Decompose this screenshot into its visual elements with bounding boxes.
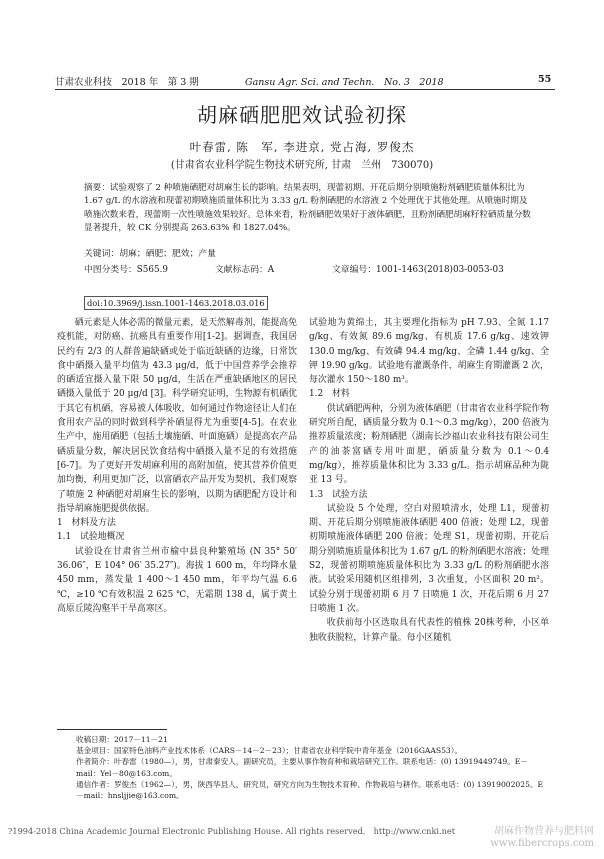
section-heading-1-2: 1.2 材料 (309, 389, 350, 400)
abstract: 摘要：试验观察了 2 种喷施硒肥对胡麻生长的影响。结果表明，现蕾初期、开花后期分别喷施粉剂硒肥质量体积比为 1.67 g/L 的水溶液和现蕾初期喷施质量体积比为 3.33 g/L 粉剂硒肥的水溶液 2 个处理优于其他处理。从喷施时期及喷施次数来看，现蕾期一次性喷施效果较好。总体来看，粉剂硒肥效果好于液体硒肥，且粉剂硒肥胡麻籽粒硒质量分数显著提升，较 CK 分别提高 263.63% 和 1827.04%。 (84, 183, 531, 234)
watermark-line-1: 胡麻作物营养与肥料网 (494, 826, 594, 837)
header-rule (55, 89, 555, 90)
clc-number: 中图分类号：S565.9 (84, 265, 168, 275)
funding: 基金项目：国家特色油料产业技术体系（CARS－14－2－23）；甘肃省农业科学院中青年基金（2016GAAS53）。 (76, 746, 463, 756)
corresponding-author: 通信作者：罗俊杰（1962—），男，陕西华县人，研究员，研究方向为生物技术育种、作物栽培与耕作。联系电话：(0) 13919002025。E－mail：hnsljjie@163.com。 (76, 779, 544, 801)
site-description: 试验设在甘肃省兰州市榆中县良种繁殖场 (N 35° 50′ 36.06″，E 104° 06′ 35.27″)。海拔 1 600 m，年均降水量 450 mm，蒸发量 1 400～1 450 mm，年平均气温 6.6 ℃，≥10 ℃有效积温 2 625 ℃，无霜期 138 d，属于黄土高原丘陵沟壑半干旱高寒区。 (57, 546, 297, 614)
watermark (490, 826, 594, 850)
left-column (57, 316, 297, 616)
author-list: 叶春雷, 陈 军, 李进京, 党占海, 罗俊杰 (189, 140, 415, 154)
footnotes (76, 734, 546, 801)
author-bio: 作者简介：叶春雷（1980—），男，甘肃秦安人，副研究员，主要从事作物育种和栽培研究工作。联系电话：(0) 13919449749。E－mail：Yel－80@163.com。 (76, 757, 528, 778)
intro-paragraph: 硒元素是人体必需的微量元素，是天然解毒剂，能提高免疫机能，对防癌、抗癌具有重要作用[1-2]。据调查，我国居民约有 2/3 的人群普遍缺硒或处于临近缺硒的边缘，日常饮食中硒摄入量平均值为 43.3 μg/d，低于中国营养学会推荐的硒适宜摄入量下限 50 μg/d，生活在严重缺硒地区的居民硒摄入量低于 20 μg/d [3]。科学研究证明，生物源有机硒优于其它有机硒，容易被人体吸收，如何通过作物途径让人们在食用农产品的同时做到科学补硒显得尤为重要[4-5]。在农业生产中，施用硒肥（包括土壤施硒、叶面施硒）是提高农产品硒质量分数，解决居民饮食结构中硒摄入量不足的有效措施[6-7]。为了更好开发胡麻利用的高附加值，使其营养价值更加均衡，利用更加广泛，以富硒农产品开发为契机，我们观察了喷施 2 种硒肥对胡麻生长的影响，以期为硒肥配方设计和指导胡麻施肥提供依据。 (57, 318, 297, 514)
keywords: 关键词：胡麻；硒肥；肥效；产量 (84, 249, 216, 259)
document-code: 文献标志码：A (215, 265, 275, 275)
copyright-footer: ?1994-2018 China Academic Journal Electronic Publishing House. All rights reserved. http://www.cnki.net (8, 826, 456, 836)
affiliation: (甘肃省农业科学院生物技术研究所, 甘肃 兰州 730070) (170, 160, 434, 171)
paper-title: 胡麻硒肥肥效试验初探 (197, 103, 407, 127)
watermark-line-2: www.fibercrops.com (490, 838, 594, 849)
article-number: 文章编号：1001-1463(2018)03-0053-03 (332, 265, 504, 275)
right-column (309, 316, 549, 645)
section-heading-1-3: 1.3 试验方法 (309, 489, 368, 500)
received-date: 收稿日期：2017－11－21 (76, 735, 168, 744)
page-number: 55 (538, 74, 552, 85)
soil-description: 试验地为黄绵土，其主要理化指标为 pH 7.93、全氮 1.17 g/kg、有效氮 89.6 mg/kg、有机质 17.6 g/kg、速效钾 130.0 mg/kg、有效磷 94.4 mg/kg、全磷 1.44 g/kg、全钾 19.90 g/kg。试验地有灌溉条件，胡麻生育期灌溉 2 次，每次灌水 150～180 m³。 (309, 318, 549, 386)
section-heading-1: 1 材料及方法 (57, 518, 116, 529)
section-heading-1-1: 1.1 试验地概况 (57, 532, 125, 543)
journal-header-en: Gansu Agr. Sci. and Techn. No. 3 2018 (245, 77, 444, 88)
doi-box: doi:10.3969/j.issn.1001-1463.2018.03.016 (84, 296, 268, 310)
methods-paragraph: 试验设 5 个处理，空白对照喷清水，处理 L1，现蕾初期、开花后期分别喷施液体硒肥 400 倍液；处理 L2，现蕾初期喷施液体硒肥 200 倍液；处理 S1，现蕾初期、开花后期分别喷施质量体积比为 1.67 g/L 的粉剂硒肥水溶液；处理 S2，现蕾初期喷施质量体积比为 3.33 g/L 的粉剂硒肥水溶液。试验采用随机区组排列，3 次重复，小区面积 20 m²。试验分别于现蕾初期 6 月 7 日喷施 1 次，开花后期 6 月 27 日喷施 1 次。 (309, 503, 549, 614)
journal-header-cn: 甘肃农业科技 2018 年 第 3 期 (55, 77, 199, 88)
harvest-paragraph: 收获前每小区选取具有代表性的植株 20株考种，小区单独收获脱粒，计算产量。每小区随机 (309, 618, 549, 643)
materials-paragraph: 供试硒肥两种，分别为液体硒肥（甘肃省农业科学院作物研究所自配，硒质量分数为 0.1～0.3 mg/kg），200 倍液为推荐质量浓度；粉剂硒肥（湖南长沙福山农业科技有限公司生产的油茶富硒专用叶面肥，硒质量分数为 0.1～0.4 mg/kg），推荐质量体积比为 3.33 g/L。指示胡麻品种为陇亚 13 号。 (309, 403, 549, 486)
footnote-rule (57, 729, 167, 730)
